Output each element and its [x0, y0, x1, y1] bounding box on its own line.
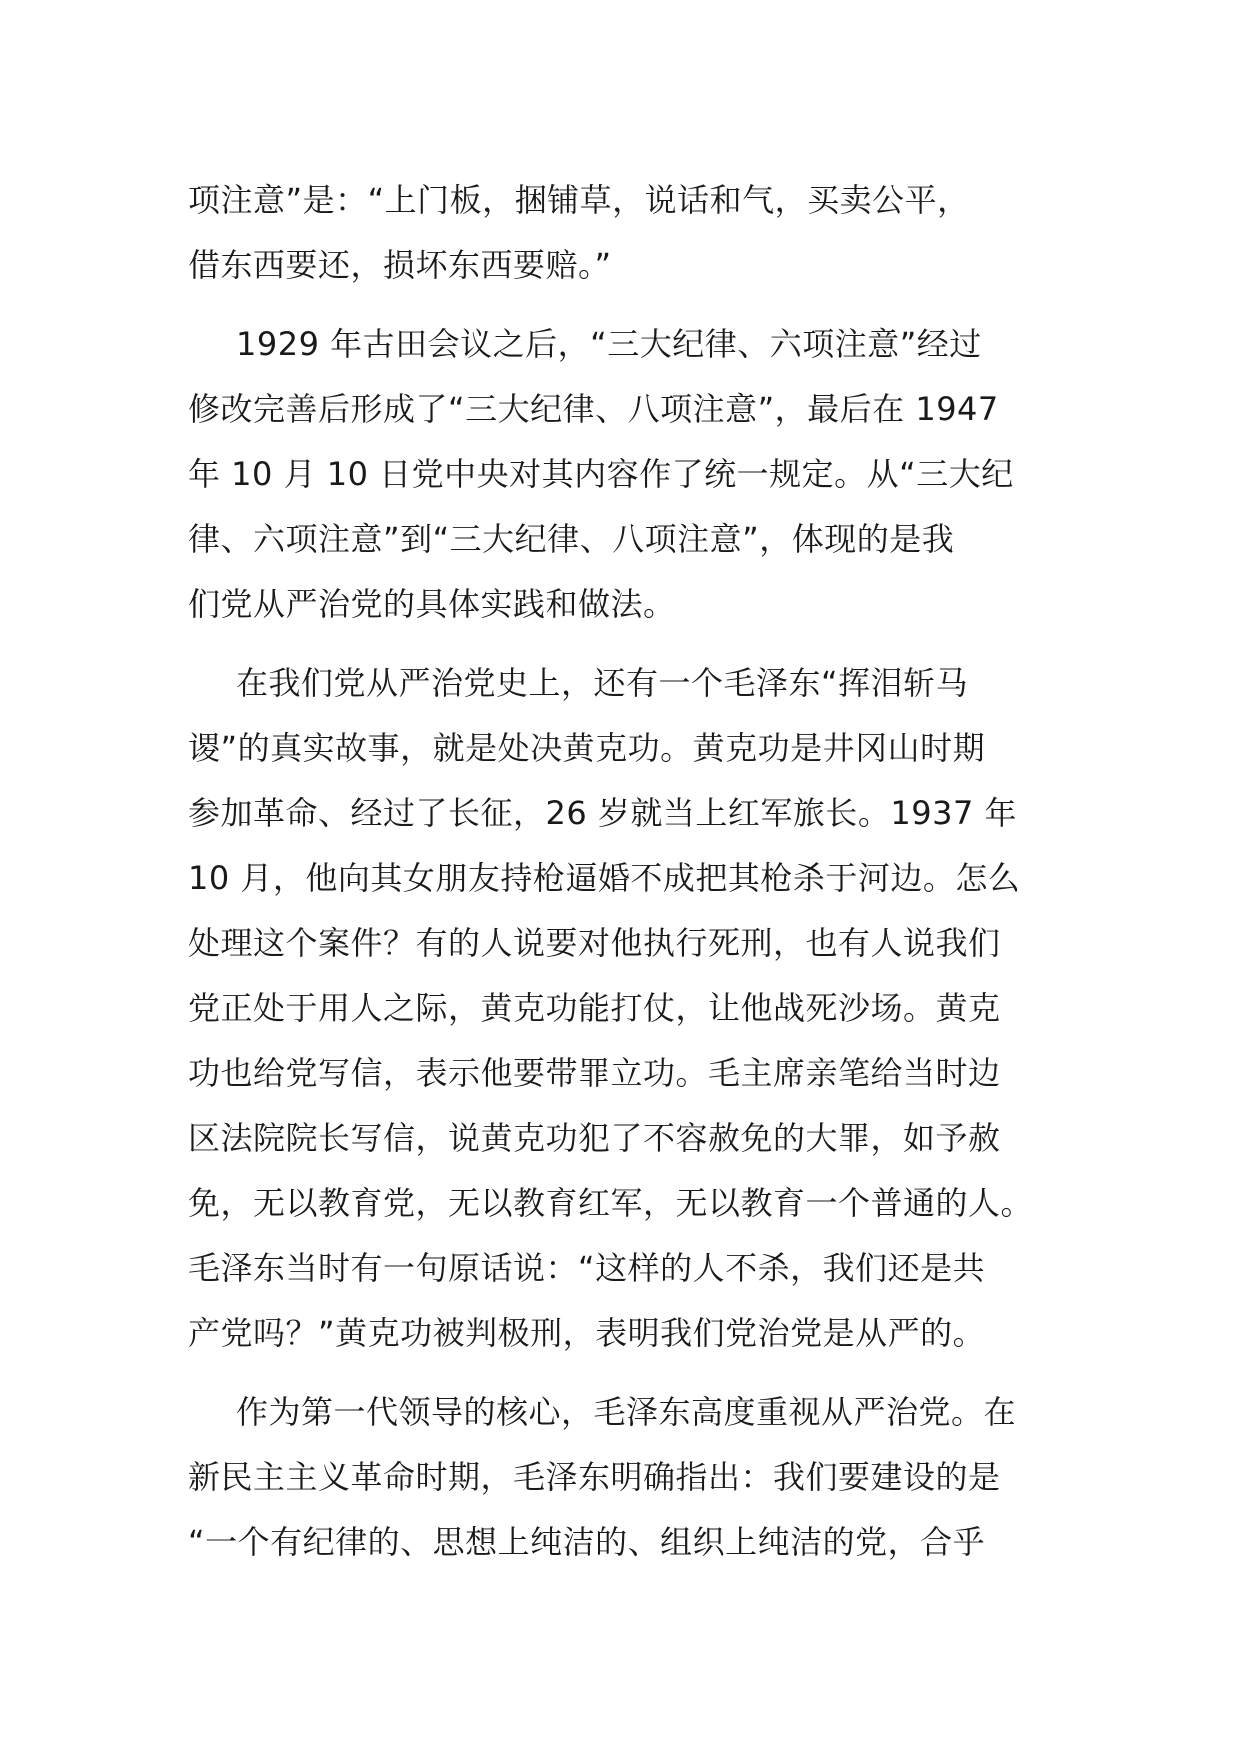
text-line: 谡”的真实故事，就是处决黄克功。黄克功是井冈山时期	[188, 729, 986, 767]
text-line: 在我们党从严治党史上，还有一个毛泽东“挥泪斩马	[236, 664, 969, 702]
text-line: 修改完善后形成了“三大纪律、八项注意”，最后在 1947	[188, 390, 999, 428]
text-line: 作为第一代领导的核心，毛泽东高度重视从严治党。在	[236, 1393, 1017, 1431]
paragraph-4	[188, 1380, 1068, 1575]
text-line: 10 月，他向其女朋友持枪逼婚不成把其枪杀于河边。怎么	[188, 859, 1021, 897]
text-line: “一个有纪律的、思想上纯洁的、组织上纯洁的党，合乎	[188, 1523, 986, 1561]
text-line: 年 10 月 10 日党中央对其内容作了统一规定。从“三大纪	[188, 455, 1014, 493]
text-line: 参加革命、经过了长征，26 岁就当上红军旅长。1937 年	[188, 794, 1018, 832]
text-line: 们党从严治党的具体实践和做法。	[188, 585, 676, 623]
paragraph-2	[188, 312, 1068, 637]
text-line: 区法院院长写信，说黄克功犯了不容赦免的大罪，如予赦	[188, 1119, 1001, 1157]
text-line: 产党吗？”黄克功被判极刑，表明我们党治党是从严的。	[188, 1314, 986, 1352]
document-body	[188, 168, 1068, 1575]
paragraph-3	[188, 651, 1068, 1366]
text-line: 毛泽东当时有一句原话说：“这样的人不杀，我们还是共	[188, 1249, 986, 1287]
text-line: 项注意”是：“上门板，捆铺草，说话和气，买卖公平，	[188, 181, 970, 219]
text-line: 党正处于用人之际，黄克功能打仗，让他战死沙场。黄克	[188, 989, 1001, 1027]
text-line: 免，无以教育党，无以教育红军，无以教育一个普通的人。	[188, 1184, 1034, 1222]
paragraph-1	[188, 168, 1068, 298]
text-line: 1929 年古田会议之后，“三大纪律、六项注意”经过	[236, 325, 982, 363]
text-line: 律、六项注意”到“三大纪律、八项注意”，体现的是我	[188, 520, 955, 558]
text-line: 处理这个案件？有的人说要对他执行死刑，也有人说我们	[188, 924, 1001, 962]
text-line: 新民主主义革命时期，毛泽东明确指出：我们要建设的是	[188, 1458, 1001, 1496]
text-line: 功也给党写信，表示他要带罪立功。毛主席亲笔给当时边	[188, 1054, 1001, 1092]
text-line: 借东西要还，损坏东西要赔。”	[188, 246, 612, 284]
